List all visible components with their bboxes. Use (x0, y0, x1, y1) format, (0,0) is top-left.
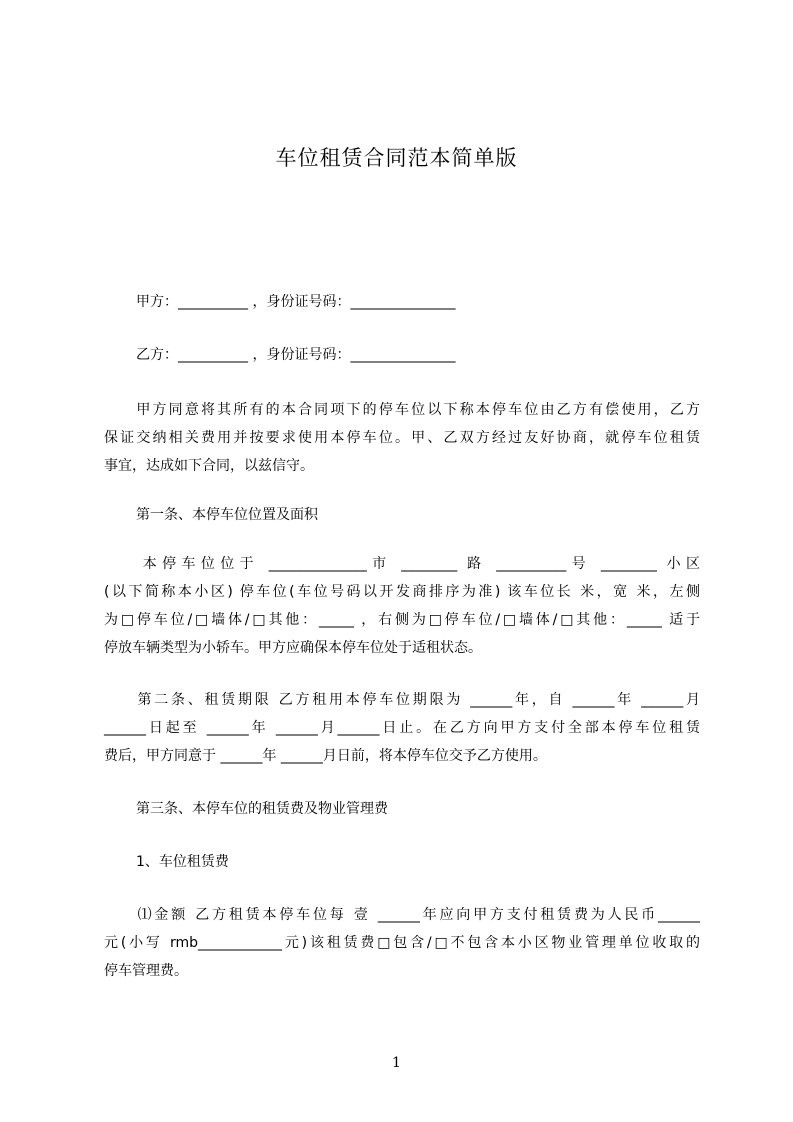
paragraph-line: 停车管理费。 (104, 963, 188, 979)
rental-fee-paragraph (104, 901, 700, 985)
article2-paragraph (104, 686, 700, 770)
intro-paragraph (104, 396, 700, 480)
paragraph-line: (以下简称本小区) 停车位(车位号码以开发商排序为准) 该车位长 米，宽 米，左侧 (104, 584, 700, 600)
paragraph-line: 甲方同意将其所有的本合同项下的停车位以下称本停车位由乙方有偿使用，乙方 (104, 402, 700, 418)
party-b-line: 乙方：__________ ，身份证号码：_______________ (136, 347, 456, 363)
paragraph-line: 本停车位位于 ______________市 ________ 路 __________号 ________ 小区 (104, 556, 700, 572)
rental-fee-heading: 1、车位租赁费 (136, 854, 229, 870)
paragraph-line: 事宜，达成如下合同，以兹信守。 (104, 458, 314, 474)
paragraph-line: 停放车辆类型为小轿车。甲方应确保本停车位处于适租状态。 (104, 640, 482, 656)
paragraph-line: 第二条、租赁期限 乙方租用本停车位期限为 ______年，自 ______年 ______月 (104, 692, 700, 708)
article1-heading: 第一条、本停车位位置及面积 (136, 507, 318, 523)
paragraph-line: 保证交纳相关费用并按要求使用本停车位。甲、乙双方经过友好协商，就停车位租赁 (104, 430, 700, 446)
document-title: 车位租赁合同范本简单版 (275, 146, 518, 170)
page-number: 1 (392, 1055, 401, 1071)
paragraph-line: 为□停车位/□墙体/□其他：_____ ，右侧为□停车位/□墙体/□其他：_____ 适于 (104, 612, 700, 628)
article3-heading: 第三条、本停车位的租赁费及物业管理费 (136, 801, 388, 817)
paragraph-line: ______日起至 ______年 ______月______日止。在乙方向甲方支付全部本停车位租赁 (104, 720, 700, 736)
article1-paragraph (104, 550, 700, 662)
paragraph-line: ⑴金额 乙方租赁本停车位每 壹 ______年应向甲方支付租赁费为人民币______ (104, 907, 700, 923)
paragraph-line: 元(小写 rmb____________元)该租赁费□包含/□不包含本小区物业管理单位收取的 (104, 935, 700, 951)
paragraph-line: 费后，甲方同意于 ______年 ______月日前，将本停车位交予乙方使用。 (104, 748, 547, 764)
party-a-line: 甲方：__________ ，身份证号码：_______________ (136, 294, 456, 310)
